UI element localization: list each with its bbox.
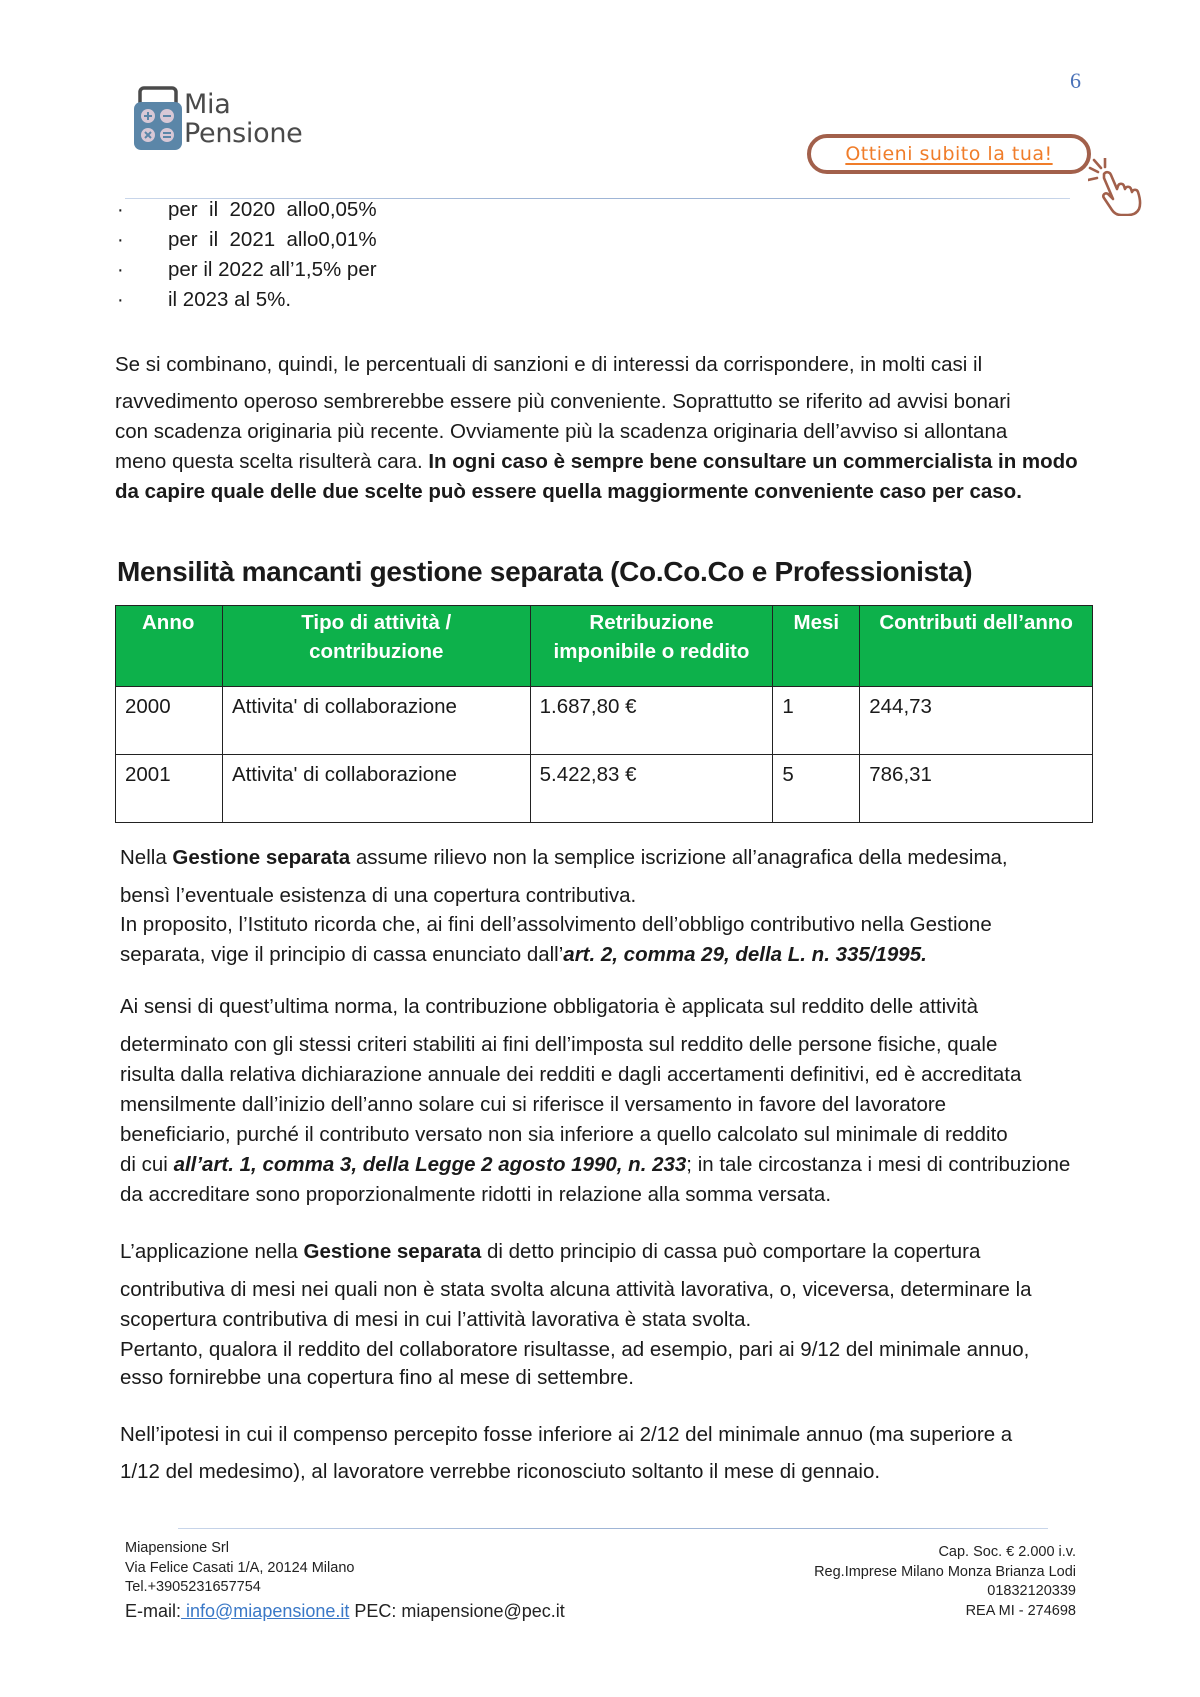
contributions-table (115, 605, 1093, 823)
rea-number: REA MI - 274698 (965, 1602, 1076, 1619)
law-reference: all’art. 1, comma 3, della Legge 2 agosto 1990, n. 233 (173, 1153, 687, 1176)
footer-company-info (125, 1539, 565, 1624)
contact-emails: E-mail: info@miapensione.it PEC: miapensione@pec.it (125, 1600, 565, 1621)
column-header-contributi: Contributi dell’anno (860, 606, 1093, 687)
list-item: · per il 2022 all’1,5% per (117, 258, 377, 281)
company-address: Via Felice Casati 1/A, 20124 Milano (125, 1559, 355, 1576)
column-header-mesi: Mesi (773, 606, 860, 687)
text-line: Ai sensi di quest’ultima norma, la contribuzione obbligatoria è applicata sul reddito delle attività (120, 995, 979, 1018)
cell-mesi: 1 (773, 687, 860, 755)
page-number: 6 (1070, 68, 1081, 93)
share-capital: Cap. Soc. € 2.000 i.v. (938, 1544, 1076, 1560)
cell-anno: 2001 (116, 755, 223, 823)
text-line: ravvedimento operoso sembrerebbe essere più conveniente. Soprattutto se riferito ad avvisi bonari (115, 390, 1011, 413)
column-header-anno: Anno (116, 606, 223, 687)
column-header-tipo: Tipo di attività / contribuzione (222, 606, 530, 687)
law-reference: art. 2, comma 29, della L. n. 335/1995. (563, 943, 927, 966)
bullet-icon: · (117, 229, 124, 251)
calculator-icon (134, 86, 182, 152)
text-line: Nell’ipotesi in cui il compenso percepito fosse inferiore ai 2/12 del minimale annuo (ma superiore a (120, 1423, 1013, 1446)
text-line: L’applicazione nella Gestione separata di detto principio di cassa può comportare la copertura (120, 1240, 981, 1263)
text-line: bensì l’eventuale esistenza di una copertura contributiva. (120, 884, 637, 907)
email-link[interactable]: info@miapensione.it (181, 1600, 350, 1621)
text-line: Se si combinano, quindi, le percentuali di sanzioni e di interessi da corrispondere, in molti casi il (115, 353, 983, 376)
text-line: separata, vige il principio di cassa enunciato dall’art. 2, comma 29, della L. n. 335/1995. (120, 943, 927, 966)
text-line: In proposito, l’Istituto ricorda che, ai fini dell’assolvimento dell’obbligo contributivo nella Gestione (120, 913, 992, 936)
cell-retribuzione: 5.422,83 € (530, 755, 773, 823)
text-line: con scadenza originaria più recente. Ovviamente più la scadenza originaria dell’avviso si allontana (115, 420, 1008, 443)
list-item: · il 2023 al 5%. (117, 288, 292, 311)
logo-line-1: Mia (184, 89, 231, 120)
footer-legal-info (814, 1543, 1076, 1621)
text-line: Nella Gestione separata assume rilievo non la semplice iscrizione all’anagrafica della medesima, (120, 846, 1008, 869)
cta-button[interactable] (807, 134, 1091, 174)
bullet-icon: · (117, 259, 124, 281)
section-heading: Mensilità mancanti gestione separata (Co.Co.Co e Professionista) (117, 556, 973, 587)
table-row (116, 687, 1093, 755)
text-line: esso fornirebbe una copertura fino al mese di settembre. (120, 1366, 634, 1389)
text-line: da capire quale delle due scelte può essere quella maggiormente conveniente caso per caso. (115, 480, 1022, 503)
cell-retribuzione: 1.687,80 € (530, 687, 773, 755)
text-line: contributiva di mesi nei quali non è stata svolta alcuna attività lavorativa, o, viceversa, determinare la (120, 1278, 1032, 1301)
table-header-row (116, 606, 1093, 687)
company-name: Miapensione Srl (125, 1540, 229, 1556)
list-item: · per il 2021 allo0,01% (117, 228, 377, 251)
cell-contributi: 786,31 (860, 755, 1093, 823)
text-line: risulta dalla relativa dichiarazione annuale dei redditi e dagli accertamenti definitivi, ed è accreditata (120, 1063, 1022, 1086)
cell-contributi: 244,73 (860, 687, 1093, 755)
text-line: di cui all’art. 1, comma 3, della Legge 2 agosto 1990, n. 233; in tale circostanza i mesi di contribuzione (120, 1153, 1071, 1176)
cell-mesi: 5 (773, 755, 860, 823)
cell-anno: 2000 (116, 687, 223, 755)
footer-divider (178, 1528, 1048, 1529)
text-line: determinato con gli stessi criteri stabiliti ai fini dell’imposta sul reddito delle persone fisiche, quale (120, 1033, 998, 1056)
text-line: 1/12 del medesimo), al lavoratore verrebbe riconosciuto soltanto il mese di gennaio. (120, 1460, 881, 1483)
cell-tipo: Attivita' di collaborazione (222, 687, 530, 755)
text-line: beneficiario, purché il contributo versato non sia inferiore a quello calcolato sul minimale di reddito (120, 1123, 1008, 1146)
text-line: meno questa scelta risulterà cara. In ogni caso è sempre bene consultare un commercialista in modo (115, 450, 1078, 473)
company-registry: Reg.Imprese Milano Monza Brianza Lodi (814, 1563, 1076, 1580)
table-row (116, 755, 1093, 823)
hand-pointer-icon (1088, 158, 1152, 216)
brand-logo (134, 86, 334, 156)
column-header-retribuzione: Retribuzione imponibile o reddito (530, 606, 773, 687)
cta-label[interactable]: Ottieni subito la tua! (845, 143, 1053, 165)
cell-tipo: Attivita' di collaborazione (222, 755, 530, 823)
text-line: mensilmente dall’inizio dell’anno solare cui si riferisce il versamento in favore del lavoratore (120, 1093, 947, 1116)
logo-wordmark (184, 90, 302, 148)
bullet-icon: · (117, 289, 124, 311)
company-phone: Tel.+3905231657754 (125, 1579, 261, 1595)
logo-line-2: Pensione (184, 118, 303, 149)
text-line: da accreditare sono proporzionalmente ridotti in relazione alla somma versata. (120, 1183, 832, 1206)
list-item: · per il 2020 allo0,05% (117, 198, 377, 221)
text-line: scopertura contributiva di mesi in cui l’attività lavorativa è stata svolta. (120, 1308, 752, 1331)
pec-address: miapensione@pec.it (401, 1600, 565, 1621)
bullet-icon: · (117, 199, 124, 221)
text-line: Pertanto, qualora il reddito del collaboratore risultasse, ad esempio, pari ai 9/12 del minimale annuo, (120, 1338, 1030, 1361)
registry-number: 01832120339 (987, 1583, 1076, 1599)
